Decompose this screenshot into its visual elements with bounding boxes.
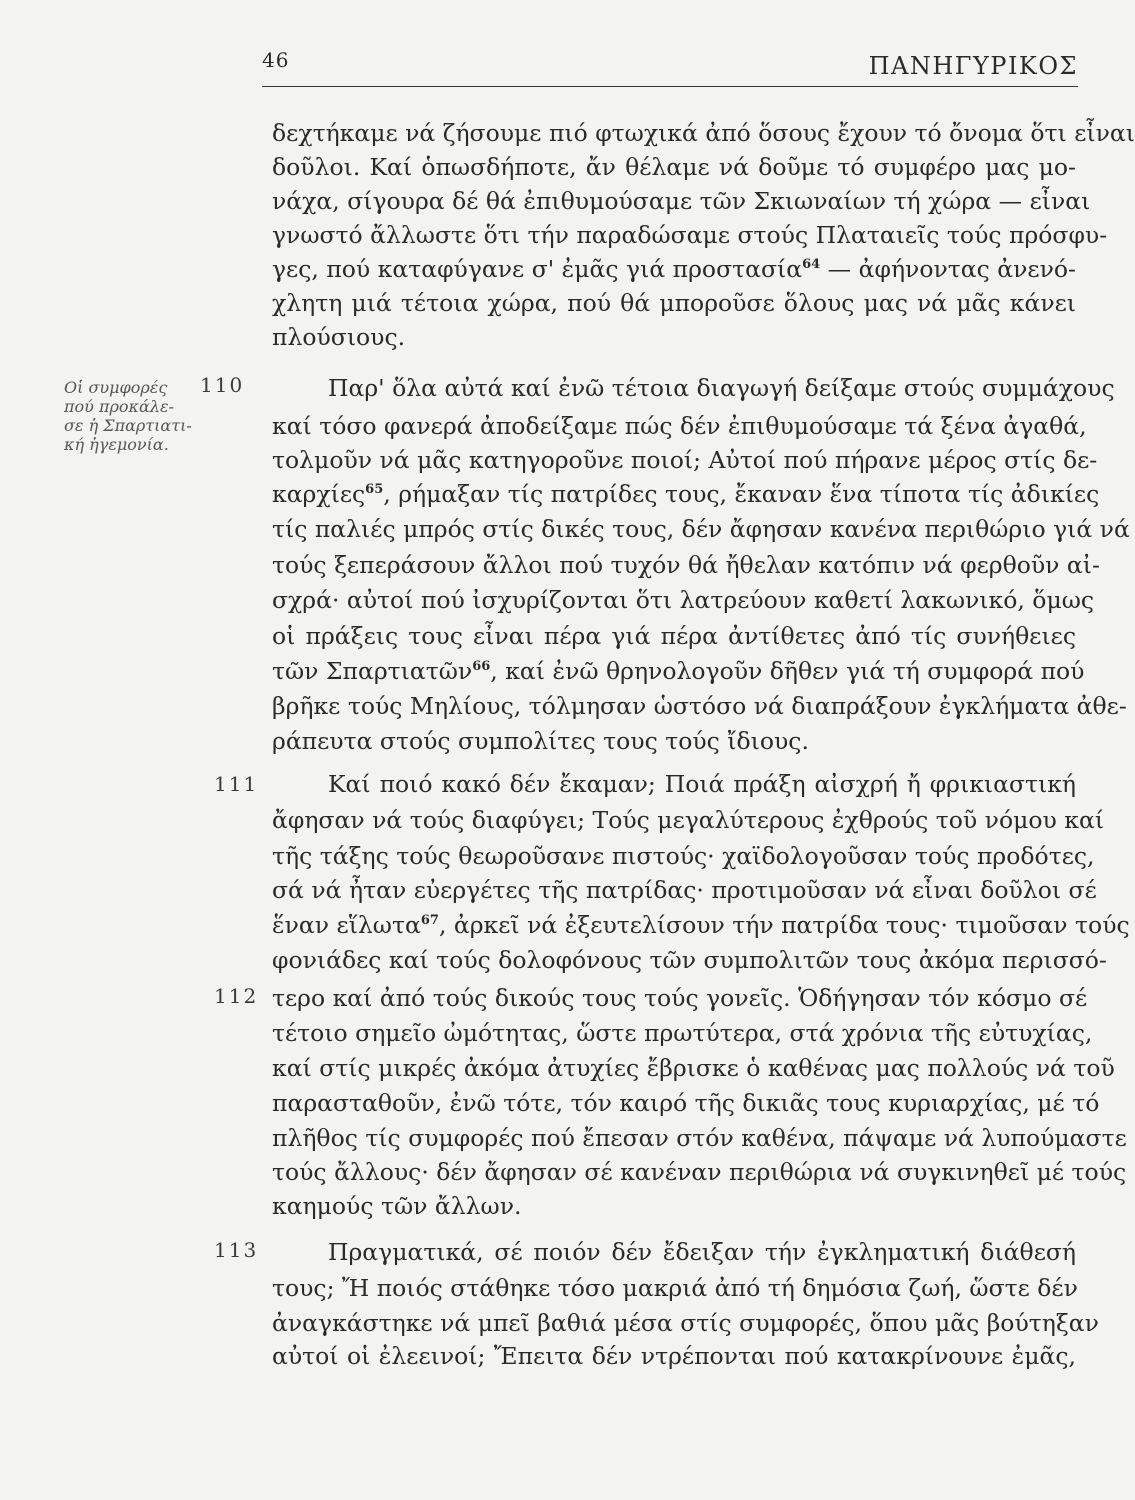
section-number-112: 112 — [214, 984, 259, 1008]
running-head: ΠΑΝΗΓΥΡΙΚΟΣ — [868, 52, 1078, 80]
text-line: ἀναγκάστηκε νά μπεῖ βαθιά μέσα στίς συμφορές, ὅπου μᾶς βούτηξαν — [272, 1309, 1099, 1337]
page-number: 46 — [262, 48, 290, 72]
text-line: γνωστό ἄλλωστε ὅτι τήν παραδώσαμε στούς Πλαταιεῖς τούς πρόσφυ- — [272, 221, 1108, 249]
section-number-111: 111 — [214, 772, 259, 796]
text-line: αὐτοί οἱ ἐλεεινοί; Ἔπειτα δέν ντρέπονται πού κατακρίνουνε ἐμᾶς, — [272, 1342, 1076, 1370]
text-line: τῆς τάξης τούς θεωροῦσανε πιστούς· χαϊδολογοῦσαν τούς προδότες, — [272, 842, 1095, 870]
text-line: φονιάδες καί τούς δολοφόνους τῶν συμπολιτῶν τους ἀκόμα περισσό- — [272, 946, 1107, 974]
text-line: Καί ποιό κακό δέν ἔκαμαν; Ποιά πράξη αἰσχρή ἤ φρικιαστική — [328, 770, 1076, 798]
text-line: καί στίς μικρές ἀκόμα ἀτυχίες ἔβρισκε ὁ καθένας μας πολλούς νά τοῦ — [272, 1054, 1115, 1082]
text-line: καρχίες$^{65}$, ρήμαξαν τίς πατρίδες τους, ἔκαναν ἕνα τίποτα τίς ἀδικίες — [272, 480, 1100, 508]
text-line: καί τόσο φανερά ἀποδείξαμε πώς δέν ἐπιθυμούσαμε τά ξένα ἀγαθά, — [272, 412, 1087, 440]
page-header — [262, 46, 1078, 87]
margin-note — [64, 378, 204, 454]
margin-note-line: Οἱ συμφορές — [64, 378, 168, 397]
text-line: νάχα, σίγουρα δέ θά ἐπιθυμούσαμε τῶν Σκιωναίων τή χώρα — εἶναι — [272, 187, 1091, 215]
footnote-marker: 64 — [802, 257, 821, 272]
text-line: ἕναν εἵλωτα$^{67}$, ἀρκεῖ νά ἐξευτελίσουν τήν πατρίδα τους· τιμοῦσαν τούς — [272, 911, 1130, 939]
text-line: σά νά ἦταν εὐεργέτες τῆς πατρίδας· προτιμοῦσαν νά εἶναι δοῦλοι σέ — [272, 876, 1097, 904]
text-line: βρῆκε τούς Μηλίους, τόλμησαν ὡστόσο νά διαπράξουν ἐγκλήματα ἀθε- — [272, 692, 1127, 720]
text-line: δεχτήκαμε νά ζήσουμε πιό φτωχικά ἀπό ὅσους ἔχουν τό ὄνομα ὅτι εἶναι — [272, 119, 1135, 147]
section-number-110: 110 — [200, 373, 245, 397]
text-line: ἄφησαν νά τούς διαφύγει; Τούς μεγαλύτερους ἐχθρούς τοῦ νόμου καί — [272, 806, 1105, 834]
text-line: Πραγματικά, σέ ποιόν δέν ἔδειξαν τήν ἐγκληματική διάθεσή — [328, 1238, 1076, 1266]
text-line: σχρά· αὐτοί πού ἰσχυρίζονται ὅτι λατρεύουν καθετί λακωνικό, ὅμως — [272, 586, 1095, 614]
text-line: τερο καί ἀπό τούς δικούς τους τούς γονεῖς. Ὁδήγησαν τόν κόσμο σέ — [272, 984, 1088, 1012]
text-line: χλητη μιά τέτοια χώρα, πού θά μποροῦσε ὅλους μας νά μᾶς κάνει — [272, 289, 1076, 317]
text-line: τολμοῦν νά μᾶς κατηγοροῦνε ποιοί; Αὐτοί πού πήρανε μέρος στίς δε- — [272, 446, 1098, 474]
text-line: τέτοιο σημεῖο ὠμότητας, ὥστε πρωτύτερα, στά χρόνια τῆς εὐτυχίας, — [272, 1019, 1093, 1047]
text-line: τούς ξεπεράσουν ἄλλοι πού τυχόν θά ἤθελαν κατόπιν νά φερθοῦν αἰ- — [272, 551, 1100, 579]
text-line: πλούσιους. — [272, 323, 406, 351]
footnote-marker: 67 — [420, 913, 439, 928]
text-line: τούς ἄλλους· δέν ἄφησαν σέ κανέναν περιθώρια νά συγκινηθεῖ μέ τούς — [272, 1158, 1127, 1186]
margin-note-line: σε ἡ Σπαρτιατι- — [64, 416, 192, 435]
margin-note-line: κή ἡγεμονία. — [64, 435, 169, 454]
section-number-113: 113 — [214, 1238, 259, 1262]
text-line: δοῦλοι. Καί ὁπωσδήποτε, ἄν θέλαμε νά δοῦμε τό συμφέρο μας μο- — [272, 153, 1076, 181]
margin-note-line: πού προκάλε- — [64, 397, 174, 416]
text-line: καημούς τῶν ἄλλων. — [272, 1192, 522, 1220]
text-line: οἱ πράξεις τους εἶναι πέρα γιά πέρα ἀντίθετες ἀπό τίς συνήθειες — [272, 622, 1076, 650]
text-line: παρασταθοῦν, ἐνῶ τότε, τόν καιρό τῆς δικιᾶς τους κυριαρχίας, μέ τό — [272, 1089, 1100, 1117]
footnote-marker: 65 — [365, 482, 384, 497]
text-line: Παρ' ὅλα αὐτά καί ἐνῶ τέτοια διαγωγή δείξαμε στούς συμμάχους — [328, 374, 1115, 402]
text-line: γες, πού καταφύγανε σ' ἐμᾶς γιά προστασία$^{64}$ — ἀφήνοντας ἀνενό- — [272, 255, 1076, 283]
text-line: πλῆθος τίς συμφορές πού ἔπεσαν στόν καθένα, πάψαμε νά λυπούμαστε — [272, 1124, 1127, 1152]
text-line: ράπευτα στούς συμπολίτες τους τούς ἴδιους. — [272, 727, 809, 755]
text-line: τίς παλιές μπρός στίς δικές τους, δέν ἄφησαν κανένα περιθώριο γιά νά — [272, 515, 1130, 543]
text-line: τῶν Σπαρτιατῶν$^{66}$, καί ἐνῶ θρηνολογοῦν δῆθεν γιά τή συμφορά πού — [272, 657, 1085, 685]
text-line: τους; Ἤ ποιός στάθηκε τόσο μακριά ἀπό τή δημόσια ζωή, ὥστε δέν — [272, 1274, 1078, 1302]
footnote-marker: 66 — [472, 659, 491, 674]
